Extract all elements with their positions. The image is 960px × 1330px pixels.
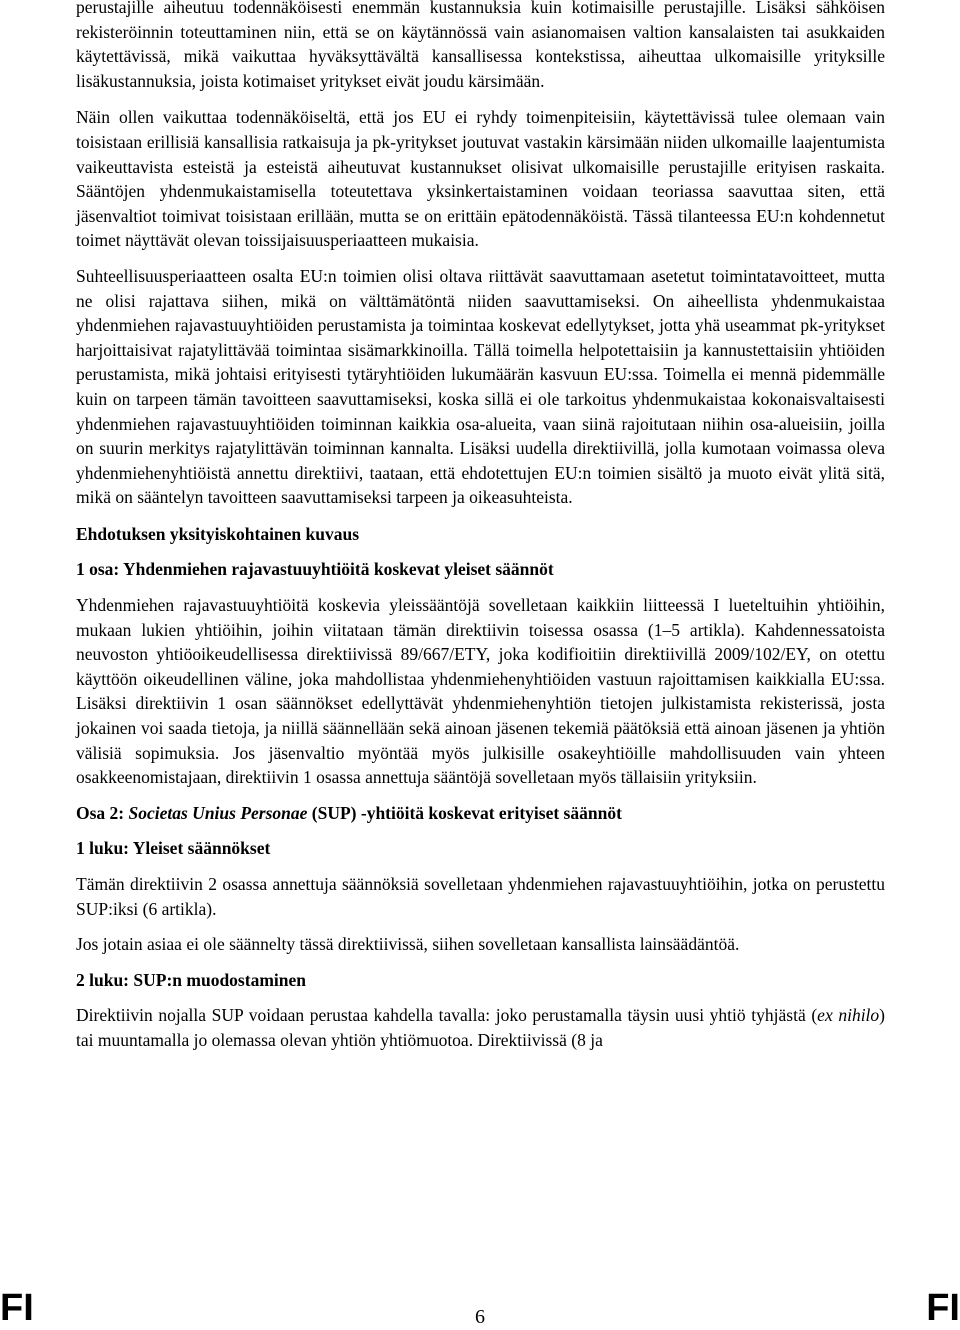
- heading-part-2: [76, 801, 885, 826]
- paragraph-4: Yhdenmiehen rajavastuuyhtiöitä koskevia yleissääntöjä sovelletaan kaikkiin liitteessä I lueteltuihin yhtiöihin, mukaan lukien yhtiöihin, joihin viitataan tämän direktiivin toisessa osassa (1–5 artikla). Kahdennessatoista neuvoston yhtiöoikeudellisessa direktiivissä 89/667/ETY, joka kodifioitiin direktiivillä 2009/102/EY, on otettu käyttöön oikeudellinen väline, joka mahdollistaa yhdenmiehenyhtiöiden vastuun rajoittamisen kaikkialla EU:ssa. Lisäksi direktiivin 1 osan säännökset edellyttävät yhdenmiehenyhtiön tietojen julkistamista rekisterissä, josta jokainen voi saada tietoja, ja niillä säännellään sekä ainoan jäsenen tekemiä päätöksiä että ainoan jäsenen ja yhtiön välisiä sopimuksia. Jos jäsenvaltio myöntää myös julkisille osakeyhtiöille mahdollisuuden vain yhteen osakkeenomistajaan, direktiivin 1 osassa annettuja sääntöjä sovelletaan myös tällaisiin yrityksiin.: [76, 595, 885, 788]
- paragraph-5: Tämän direktiivin 2 osassa annettuja säännöksiä sovelletaan yhdenmiehen rajavastuuyhtiöihin, jotka on perustettu SUP:iksi (6 artikla).: [76, 874, 885, 919]
- heading-part-2-latin: Societas Unius Personae: [128, 802, 308, 823]
- heading-part-2-suffix: (SUP) -yhtiöitä koskevat erityiset säännöt: [307, 802, 622, 823]
- page-number: 6: [475, 1306, 485, 1328]
- paragraph-6: Jos jotain asiaa ei ole säännelty tässä direktiivissä, siihen sovelletaan kansallista lainsäädäntöä.: [76, 934, 740, 955]
- heading-detailed-description: Ehdotuksen yksityiskohtainen kuvaus: [76, 523, 360, 544]
- paragraph-7: [76, 1003, 885, 1052]
- paragraph-3: Suhteellisuusperiaatteen osalta EU:n toimien olisi oltava riittävät saavuttamaan asetetut toimintatavoitteet, mutta ne olisi rajattava siihen, mikä on välttämätöntä niiden saavuttamiseksi. On aiheellista yhdenmukaistaa yhdenmiehen rajavastuuyhtiöiden perustamista ja toimintaa koskevat edellytykset, jotta yhä useammat pk-yritykset harjoittaisivat rajatylittävää toimintaa sisämarkkinoilla. Tällä toimella helpotettaisiin ja kannustettaisiin yhtiöiden perustamista, mikä johtaisi erityisesti tytäryhtiöiden lukumäärän kasvuun EU:ssa. Toimella ei mennä pidemmälle kuin on tarpeen tämän tavoitteen saavuttamiseksi, koska sillä ei ole tarkoitus yhdenmukaistaa kokonaisvaltaisesti yhdenmiehen rajavastuuyhtiöiden toiminnan kaikkia osa-alueita, vaan siinä rajoitutaan niihin osa-alueisiin, joilla on suurin merkitys rajatylittävän toiminnan kannalta. Lisäksi uudella direktiivillä, jolla kumotaan voimassa oleva yhdenmiehenyhtiöistä annettu direktiivi, taataan, että ehdotettujen EU:n toimien sisältö ja muoto eivät ylitä sitä, mikä on sääntelyn tavoitteen saavuttamiseksi tarpeen ja oikeasuhteista.: [76, 265, 885, 508]
- paragraph-2: Näin ollen vaikuttaa todennäköiseltä, että jos EU ei ryhdy toimenpiteisiin, käytettävissä tulee olemaan vain toisistaan erillisiä kansallisia ratkaisuja ja pk-yritykset joutuvat vastakin kärsimään niiden ulkomaille laajentumista vaikeuttavista esteistä ja esteistä aiheutuvat kustannukset olisivat ulkomaisille perustajille erityisen raskaita. Sääntöjen yhdenmukaistamisella toteutettava yksinkertaistaminen voidaan teoriassa saavuttaa siten, että jäsenvaltiot toimivat toisistaan erillään, mutta se on erittäin epätodennäköistä. Tässä tilanteessa EU:n kohdennetut toimet näyttävät olevan toissijaisuusperiaatteen mukaisia.: [76, 107, 885, 251]
- paragraph-7-end: ) tai muuntamalla jo olemassa olevan yhtiön yhtiömuotoa. Direktiivissä (8 ja: [76, 1005, 885, 1050]
- footer-language-left: FI: [0, 1287, 34, 1329]
- heading-chapter-2: 2 luku: SUP:n muodostaminen: [76, 969, 306, 990]
- paragraph-7-start: Direktiivin nojalla SUP voidaan perustaa kahdella tavalla: joko perustamalla täysin uusi yhtiö tyhjästä (: [76, 1005, 818, 1026]
- document-page: [76, 0, 885, 1053]
- heading-part-1: 1 osa: Yhdenmiehen rajavastuuyhtiöitä koskevat yleiset säännöt: [76, 559, 554, 580]
- footer-language-right: FI: [926, 1287, 960, 1329]
- paragraph-1: perustajille aiheutuu todennäköisesti enemmän kustannuksia kuin kotimaisille perustajille. Lisäksi sähköisen rekisteröinnin toteuttaminen niin, että se on käytännössä vain asianomaisen valtion kansalaisten tai asukkaiden käytettävissä, mikä vaikuttaa hyväksyttävältä kansallisessa kontekstissa, aiheuttaa ulkomaisille yrityksille lisäkustannuksia, joista kotimaiset yritykset eivät joudu kärsimään.: [76, 0, 885, 91]
- heading-chapter-1: 1 luku: Yleiset säännökset: [76, 838, 271, 859]
- heading-part-2-prefix: Osa 2:: [76, 802, 129, 823]
- paragraph-7-latin: ex nihilo: [817, 1005, 880, 1026]
